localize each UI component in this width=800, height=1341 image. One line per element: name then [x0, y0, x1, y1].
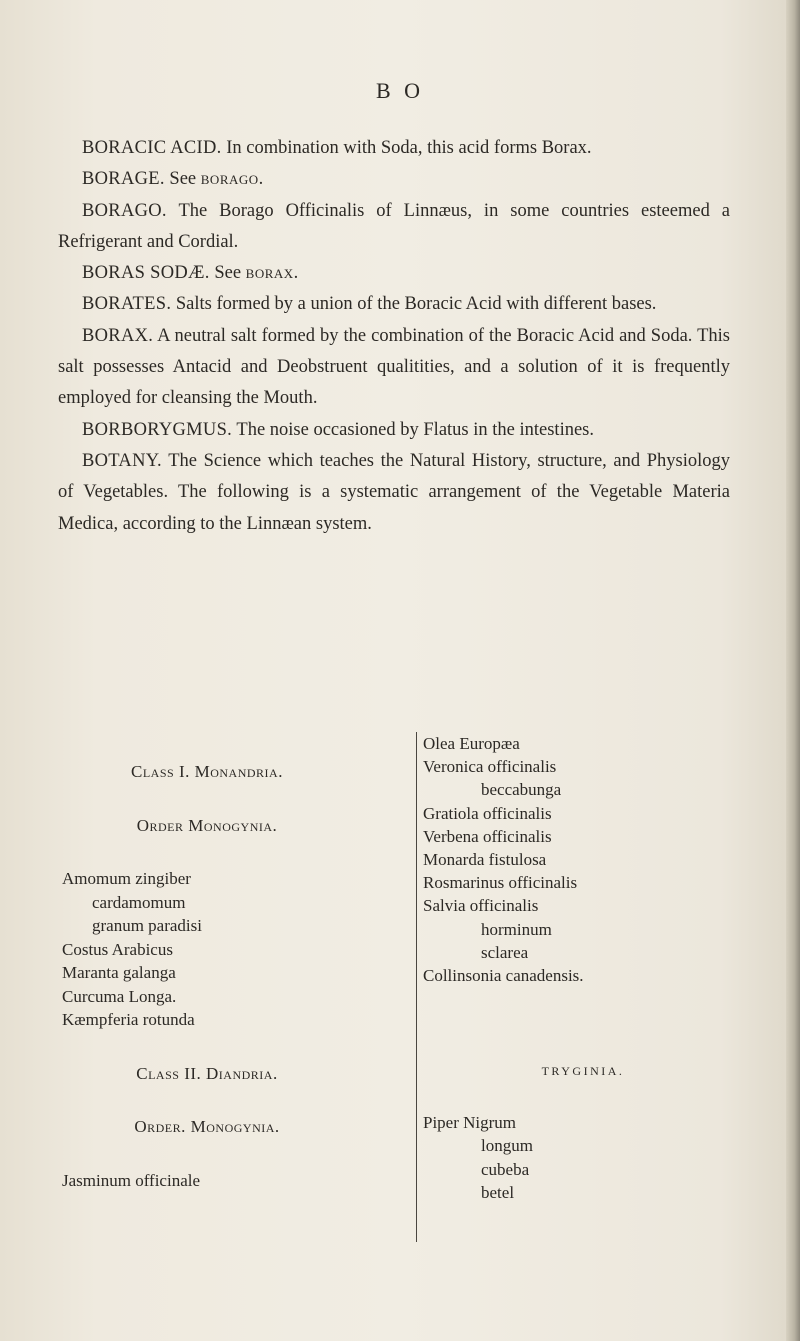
order-heading: TRYGINIA.	[541, 1064, 625, 1078]
entry-text: See	[209, 263, 246, 284]
plant-name: Jasminum officinale	[62, 1170, 201, 1190]
plant-name: Olea Europæa	[423, 734, 520, 753]
running-head: B O	[375, 78, 425, 103]
plant-name: beccabunga	[481, 780, 562, 800]
entry-borago	[58, 196, 730, 259]
plant-list-right-column-lower	[416, 1042, 743, 1242]
order-heading: Order. Monogynia.	[134, 1117, 280, 1136]
plant-name: horminum	[481, 919, 552, 939]
class-heading: Class I. Monandria.	[131, 762, 283, 781]
entry-text: The noise occasioned by Flatus in the intestines.	[232, 419, 594, 440]
plant-name: granum paradisi	[92, 916, 202, 935]
plant-name: Rosmarinus officinalis	[423, 873, 578, 893]
plant-name: Collinsonia canadensis.	[423, 966, 584, 986]
entry-borborygmus	[58, 415, 730, 446]
class-heading: Class II. Diandria.	[136, 1063, 278, 1083]
plant-name: betel	[481, 1182, 515, 1202]
entry-text: In combination with Soda, this acid forms Borax.	[221, 138, 592, 158]
entry-text: A neutral salt formed by the combination of the Boracic Acid and Soda. This salt possesses Antacid and Deobstruent qualitities, and a solution of it is frequently employed for cleansing the Mouth.	[58, 325, 730, 409]
plant-name: Veronica officinalis	[423, 757, 557, 777]
entry-text: See	[164, 169, 201, 190]
plant-name: Curcuma Longa.	[62, 986, 177, 1006]
entry-term: BORAX.	[82, 325, 154, 346]
page-edge-shadow	[786, 0, 800, 1341]
entry-term: BORBORYGMUS.	[82, 419, 233, 440]
plant-name: Monarda fistulosa	[423, 850, 547, 870]
entry-botany	[58, 446, 730, 540]
plant-list-left-column	[62, 760, 352, 1192]
entry-term: BORATES.	[82, 294, 172, 315]
plant-name: Salvia officinalis	[423, 896, 539, 916]
entry-term: BORACIC ACID.	[82, 138, 222, 158]
plant-name: cubeba	[481, 1159, 530, 1179]
entry-term: BOTANY.	[82, 450, 162, 471]
order-heading: Order Monogynia.	[136, 815, 278, 835]
plant-name: Gratiola officinalis	[423, 803, 552, 823]
entry-borates	[58, 289, 730, 320]
entry-term: BORAGO.	[82, 200, 167, 221]
plant-name: cardamomum	[92, 892, 186, 912]
entry-term: BORAS SODÆ.	[82, 263, 210, 284]
entry-text: The Borago Officinalis of Linnæus, in some countries esteemed a Refrigerant and Cordial.	[58, 200, 730, 252]
plant-name: Amomum zingiber	[62, 869, 191, 888]
plant-name: Kæmpferia rotunda	[62, 1010, 195, 1029]
plant-list-right-column	[416, 732, 743, 1042]
dictionary-entries	[58, 133, 730, 540]
entry-text: Salts formed by a union of the Boracic Acid with different bases.	[171, 294, 657, 315]
plant-name: Maranta galanga	[62, 963, 176, 982]
entry-term: BORAGE.	[82, 169, 165, 190]
plant-name: Verbena officinalis	[423, 826, 552, 846]
plant-name: Piper Nigrum	[423, 1113, 517, 1133]
plant-name: sclarea	[481, 942, 529, 962]
entry-boracic-acid	[58, 133, 730, 164]
plant-name: Costus Arabicus	[62, 939, 173, 959]
entry-borax	[58, 321, 730, 415]
entry-boras-sodae	[58, 258, 730, 289]
entry-borage	[58, 164, 730, 195]
cross-reference: borax.	[245, 263, 299, 284]
cross-reference: borago.	[200, 169, 264, 190]
plant-name: longum	[481, 1136, 533, 1156]
entry-text: The Science which teaches the Natural History, structure, and Physiology of Vegetables. The following is a systematic arrangement of the Vegetable Materia Medica, according to the Linnæan system.	[58, 450, 730, 534]
